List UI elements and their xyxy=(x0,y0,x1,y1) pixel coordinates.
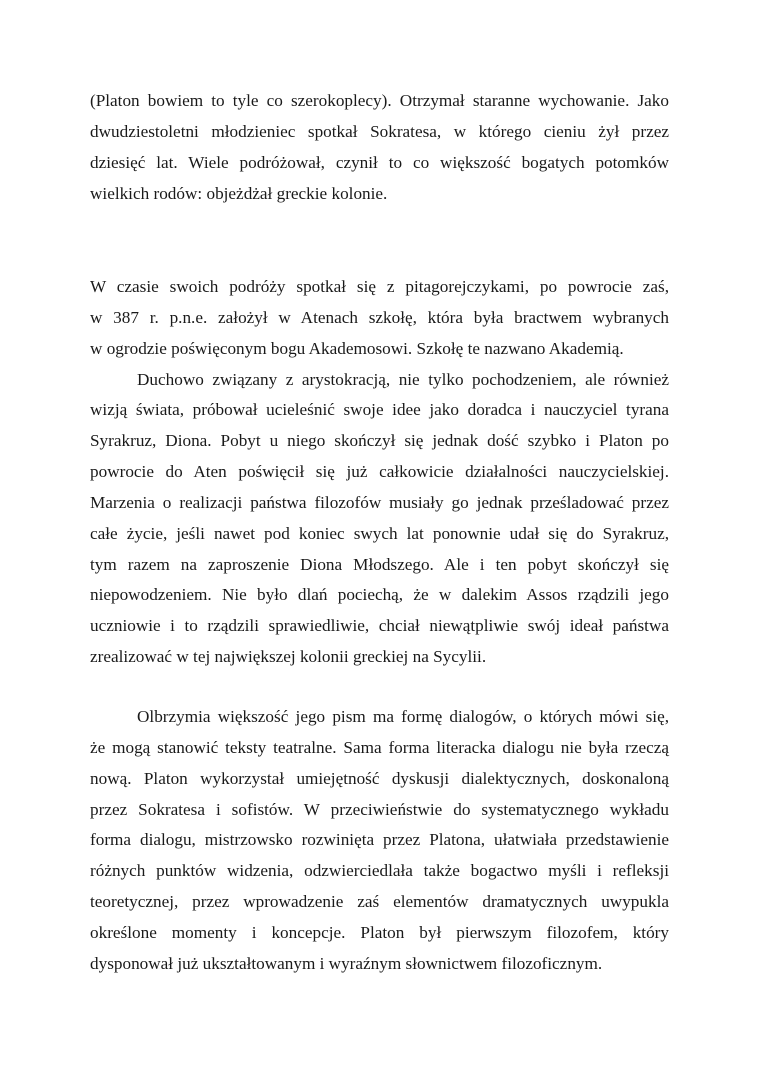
text-line: Syrakruz, Diona. Pobyt u niego skończył się jednak dość szybko i Platon po xyxy=(90,431,669,451)
text-line: zrealizować w tej największej kolonii greckiej na Sycylii. xyxy=(90,647,487,667)
text-line: przez Sokratesa i sofistów. W przeciwieństwie do systematycznego wykładu xyxy=(90,799,669,819)
text-line: niepowodzeniem. Nie było dlań pociechą, że w dalekim Assos rządzili jego xyxy=(90,585,669,605)
paragraph xyxy=(90,365,669,673)
text-line: dziesięć lat. Wiele podróżował, czynił to co większość bogatych potomków xyxy=(90,152,669,172)
paragraph xyxy=(90,86,669,209)
text-line: różnych punktów widzenia, odzwierciedlała także bogactwo myśli i refleksji xyxy=(90,861,669,881)
paragraph xyxy=(90,272,669,365)
text-line: (Platon bowiem to tyle co szerokoplecy). Otrzymał staranne wychowanie. Jako xyxy=(90,91,669,110)
paragraph xyxy=(90,702,669,980)
text-line: nową. Platon wykorzystał umiejętność dyskusji dialektycznych, doskonaloną xyxy=(90,768,669,788)
text-line: że mogą stanowić teksty teatralne. Sama forma literacka dialogu nie była rzeczą xyxy=(90,737,669,757)
text-line: tym razem na zaproszenie Diona Młodszego. Ale i ten pobyt skończył się xyxy=(90,554,669,574)
text-line: wizją świata, próbował ucieleśnić swoje idee jako doradca i nauczyciel tyrana xyxy=(90,400,669,420)
text-line: Olbrzymia większość jego pism ma formę dialogów, o których mówi się, xyxy=(137,707,669,726)
text-line: dysponował już ukształtowanym i wyraźnym słownictwem filozoficznym. xyxy=(90,953,603,973)
text-line: Marzenia o realizacji państwa filozofów musiały go jednak prześladować przez xyxy=(90,492,669,512)
text-line: uczniowie i to rządzili sprawiedliwie, chciał niewątpliwie swój ideał państwa xyxy=(90,616,669,636)
text-line: dwudziestoletni młodzieniec spotkał Sokratesa, w którego cieniu żył przez xyxy=(90,121,669,141)
text-line: określone momenty i koncepcje. Platon był pierwszym filozofem, który xyxy=(90,922,669,942)
text-line: forma dialogu, mistrzowsko rozwinięta przez Platona, ułatwiała przedstawienie xyxy=(90,830,669,850)
text-line: Duchowo związany z arystokracją, nie tylko pochodzeniem, ale również xyxy=(137,369,669,389)
text-line: w 387 r. p.n.e. założył w Atenach szkołę, która była bractwem wybranych xyxy=(90,307,669,327)
text-line: całe życie, jeśli nawet pod koniec swych lat ponownie udał się do Syrakruz, xyxy=(90,523,669,543)
text-line: w ogrodzie poświęconym bogu Akademosowi. Szkołę te nazwano Akademią. xyxy=(90,338,624,358)
text-line: wielkich rodów: objeżdżał greckie kolonie. xyxy=(90,183,388,203)
text-line: powrocie do Aten poświęcił się już całkowicie działalności nauczycielskiej. xyxy=(90,462,669,482)
text-line: teoretycznej, przez wprowadzenie zaś elementów dramatycznych uwypukla xyxy=(90,892,669,912)
text-line: W czasie swoich podróży spotkał się z pitagorejczykami, po powrocie zaś, xyxy=(90,277,669,296)
